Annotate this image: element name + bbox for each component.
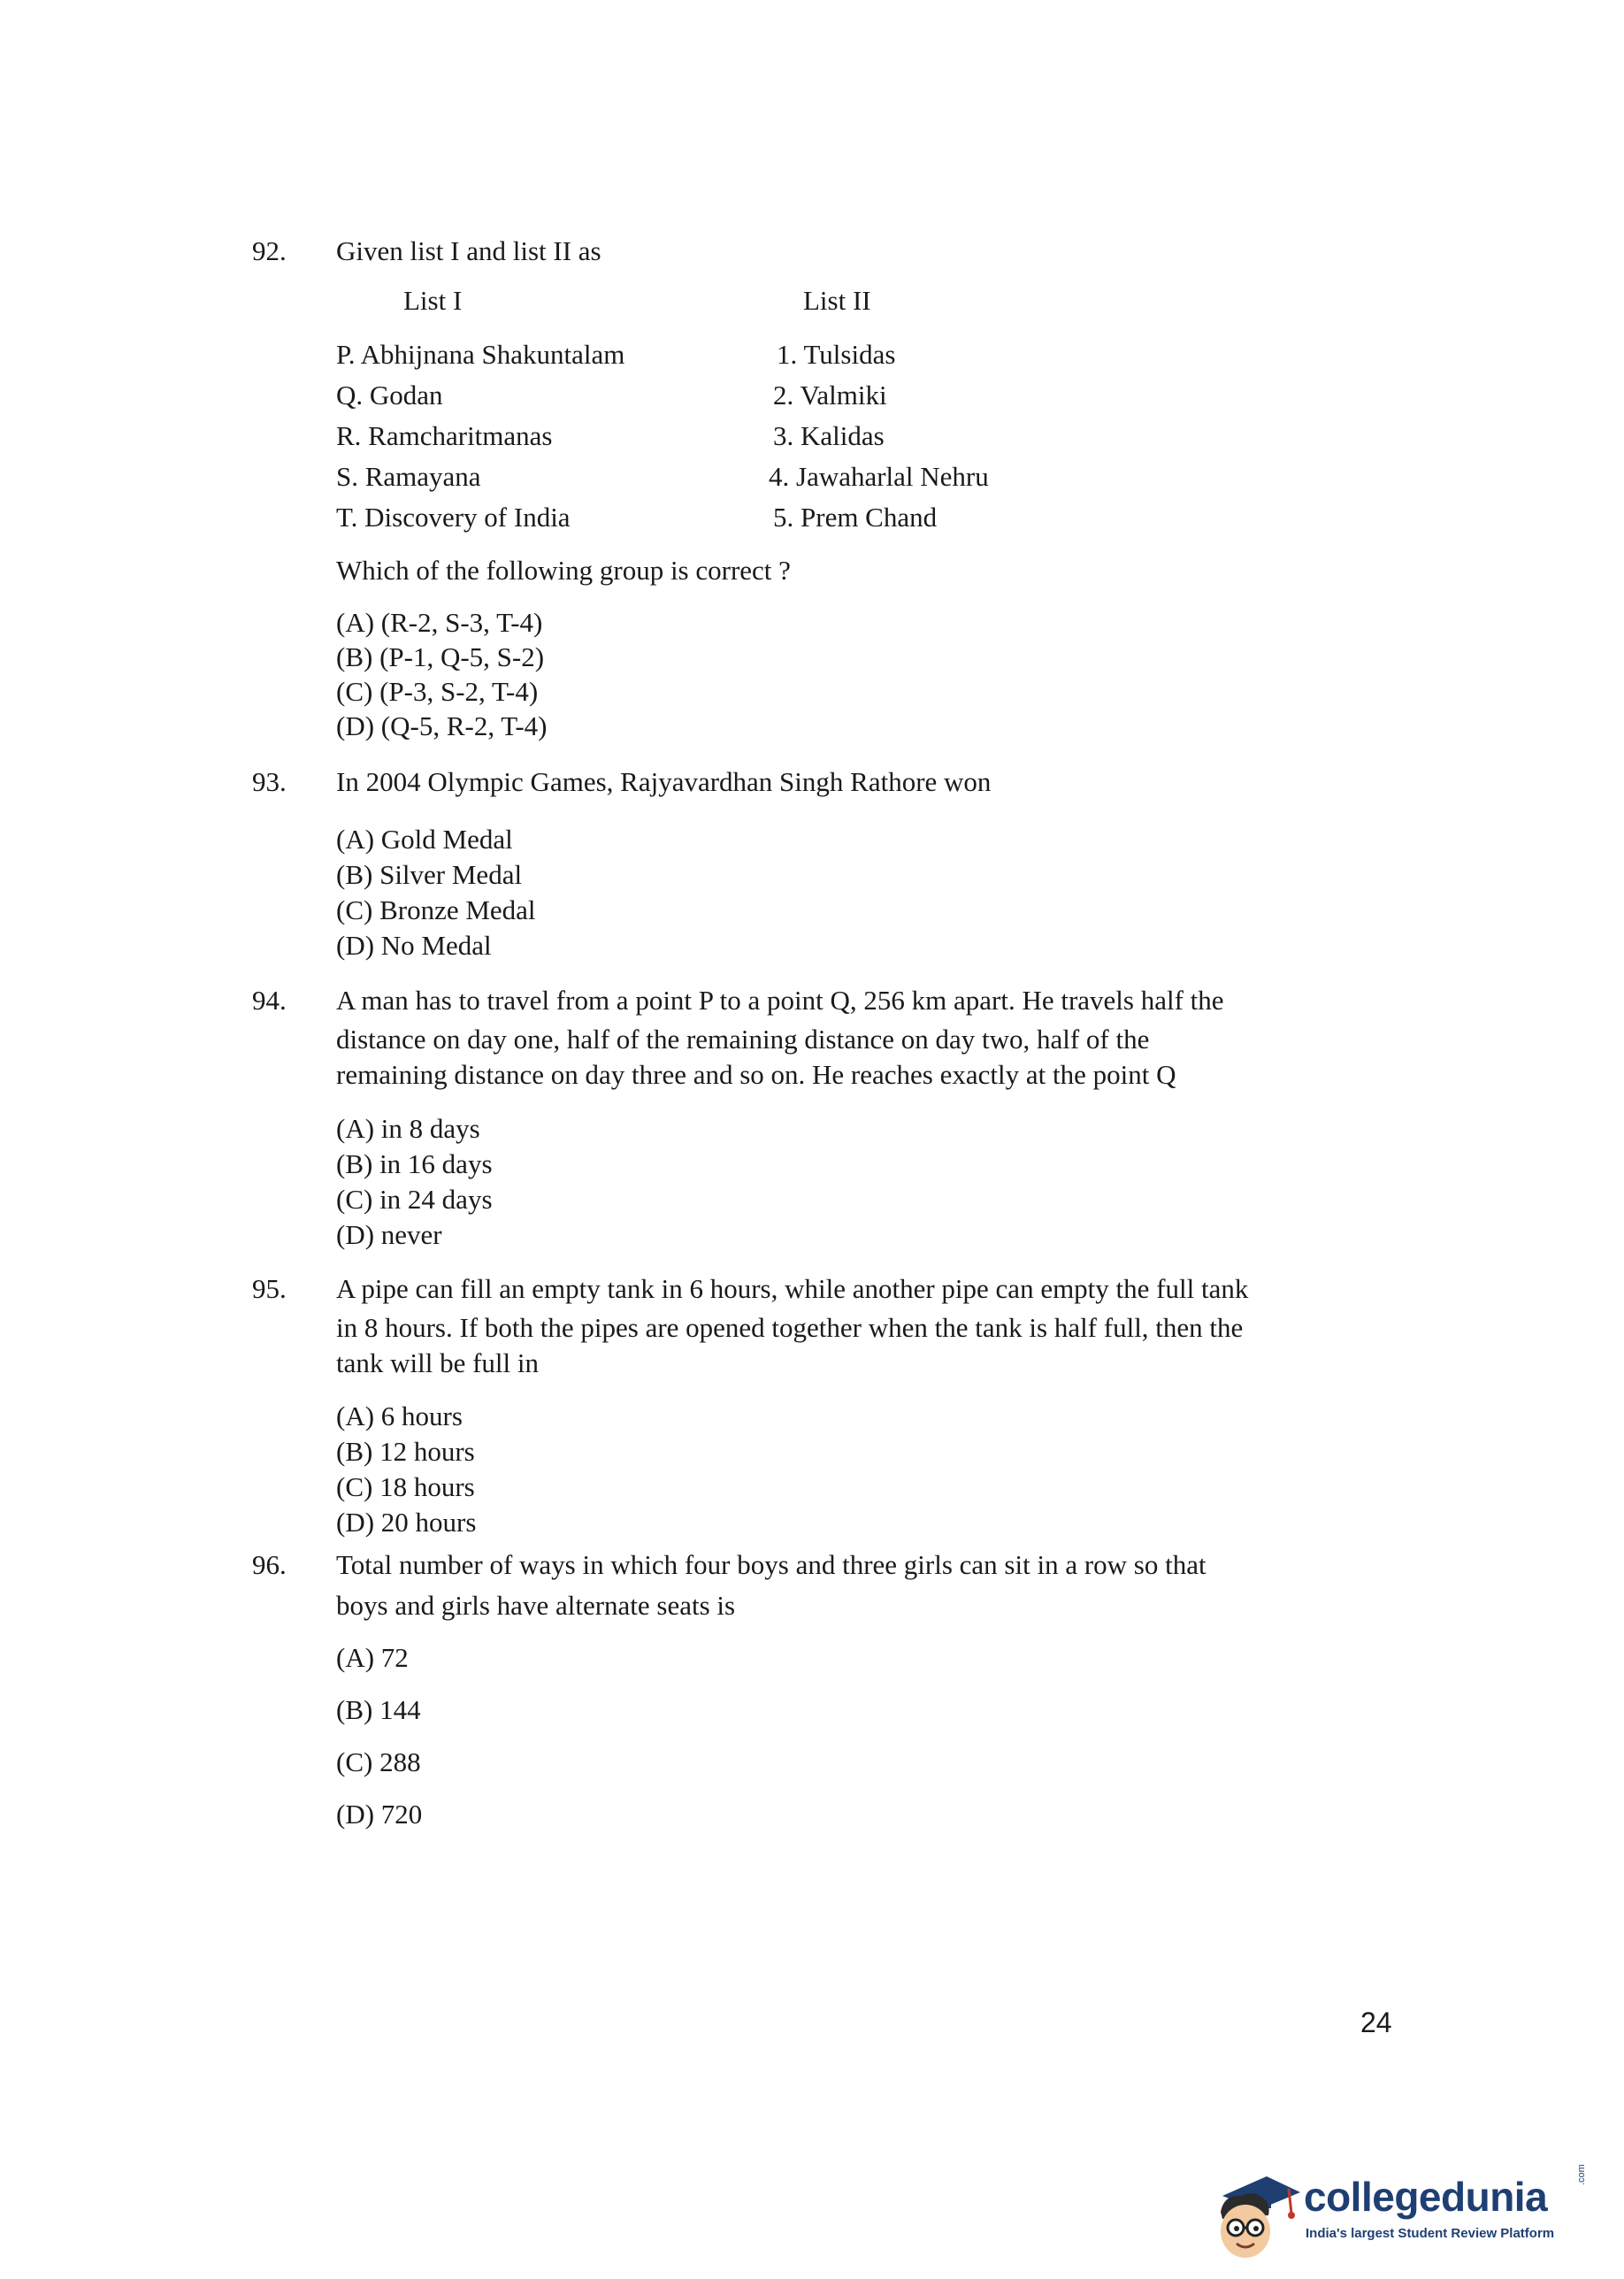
q93-option-c: (C) Bronze Medal bbox=[336, 894, 536, 925]
q96-number: 96. bbox=[252, 1549, 287, 1580]
q94-option-a: (A) in 8 days bbox=[336, 1113, 480, 1144]
collegedunia-logo bbox=[1205, 2164, 1594, 2267]
q92-list2-item: 2. Valmiki bbox=[773, 380, 887, 411]
q95-option-a: (A) 6 hours bbox=[336, 1400, 463, 1431]
student-mascot-icon bbox=[1205, 2169, 1302, 2267]
q93-number: 93. bbox=[252, 766, 287, 797]
q95-line: in 8 hours. If both the pipes are opened together when the tank is half full, then the bbox=[336, 1312, 1244, 1343]
brand-tagline: India's largest Student Review Platform bbox=[1306, 2226, 1555, 2241]
q94-line: distance on day one, half of the remaining distance on day two, half of the bbox=[336, 1024, 1150, 1055]
q95-option-b: (B) 12 hours bbox=[336, 1436, 475, 1467]
q92-list2-item: 1. Tulsidas bbox=[777, 339, 896, 370]
q92-option-b: (B) (P-1, Q-5, S-2) bbox=[336, 641, 545, 672]
q94-line: remaining distance on day three and so on. He reaches exactly at the point Q bbox=[336, 1059, 1176, 1090]
q95-line: A pipe can fill an empty tank in 6 hours, while another pipe can empty the full tank bbox=[336, 1273, 1249, 1304]
q92-list1-item: R. Ramcharitmanas bbox=[336, 420, 553, 451]
q93-option-d: (D) No Medal bbox=[336, 930, 492, 961]
q92-list2-item: 5. Prem Chand bbox=[773, 502, 938, 533]
q95-number: 95. bbox=[252, 1273, 287, 1304]
q92-list2-item: 4. Jawaharlal Nehru bbox=[769, 461, 989, 492]
q92-option-d: (D) (Q-5, R-2, T-4) bbox=[336, 710, 548, 741]
q92-list1-item: T. Discovery of India bbox=[336, 502, 571, 533]
q92-prompt: Which of the following group is correct ? bbox=[336, 555, 791, 586]
q95-option-d: (D) 20 hours bbox=[336, 1507, 477, 1538]
q93-option-b: (B) Silver Medal bbox=[336, 859, 523, 890]
q93-option-a: (A) Gold Medal bbox=[336, 824, 513, 855]
page-number: 24 bbox=[1360, 2007, 1392, 2038]
q96-option-c: (C) 288 bbox=[336, 1746, 421, 1777]
q92-text: Given list I and list II as bbox=[336, 235, 601, 266]
q92-list1-item: P. Abhijnana Shakuntalam bbox=[336, 339, 625, 370]
q92-list2-header: List II bbox=[803, 285, 871, 316]
brand-domain: .com bbox=[1576, 2164, 1587, 2185]
q92-number: 92. bbox=[252, 235, 287, 266]
q95-option-c: (C) 18 hours bbox=[336, 1471, 475, 1502]
q94-option-b: (B) in 16 days bbox=[336, 1148, 493, 1179]
q96-option-d: (D) 720 bbox=[336, 1799, 423, 1830]
q94-option-c: (C) in 24 days bbox=[336, 1184, 493, 1215]
q93-text: In 2004 Olympic Games, Rajyavardhan Singh Rathore won bbox=[336, 766, 992, 797]
q92-list2-item: 3. Kalidas bbox=[773, 420, 885, 451]
q92-option-c: (C) (P-3, S-2, T-4) bbox=[336, 676, 539, 707]
q92-list1-item: Q. Godan bbox=[336, 380, 443, 411]
q96-option-a: (A) 72 bbox=[336, 1642, 409, 1673]
q92-list1-header: List I bbox=[403, 285, 463, 316]
q96-option-b: (B) 144 bbox=[336, 1694, 421, 1725]
q94-number: 94. bbox=[252, 985, 287, 1016]
q95-line: tank will be full in bbox=[336, 1347, 540, 1378]
brand-name: collegedunia bbox=[1304, 2174, 1548, 2220]
q92-option-a: (A) (R-2, S-3, T-4) bbox=[336, 607, 543, 638]
q94-option-d: (D) never bbox=[336, 1219, 442, 1250]
q94-line: A man has to travel from a point P to a point Q, 256 km apart. He travels half the bbox=[336, 985, 1224, 1016]
q92-list1-item: S. Ramayana bbox=[336, 461, 481, 492]
q96-line: Total number of ways in which four boys and three girls can sit in a row so that bbox=[336, 1549, 1207, 1580]
q96-line: boys and girls have alternate seats is bbox=[336, 1590, 736, 1621]
